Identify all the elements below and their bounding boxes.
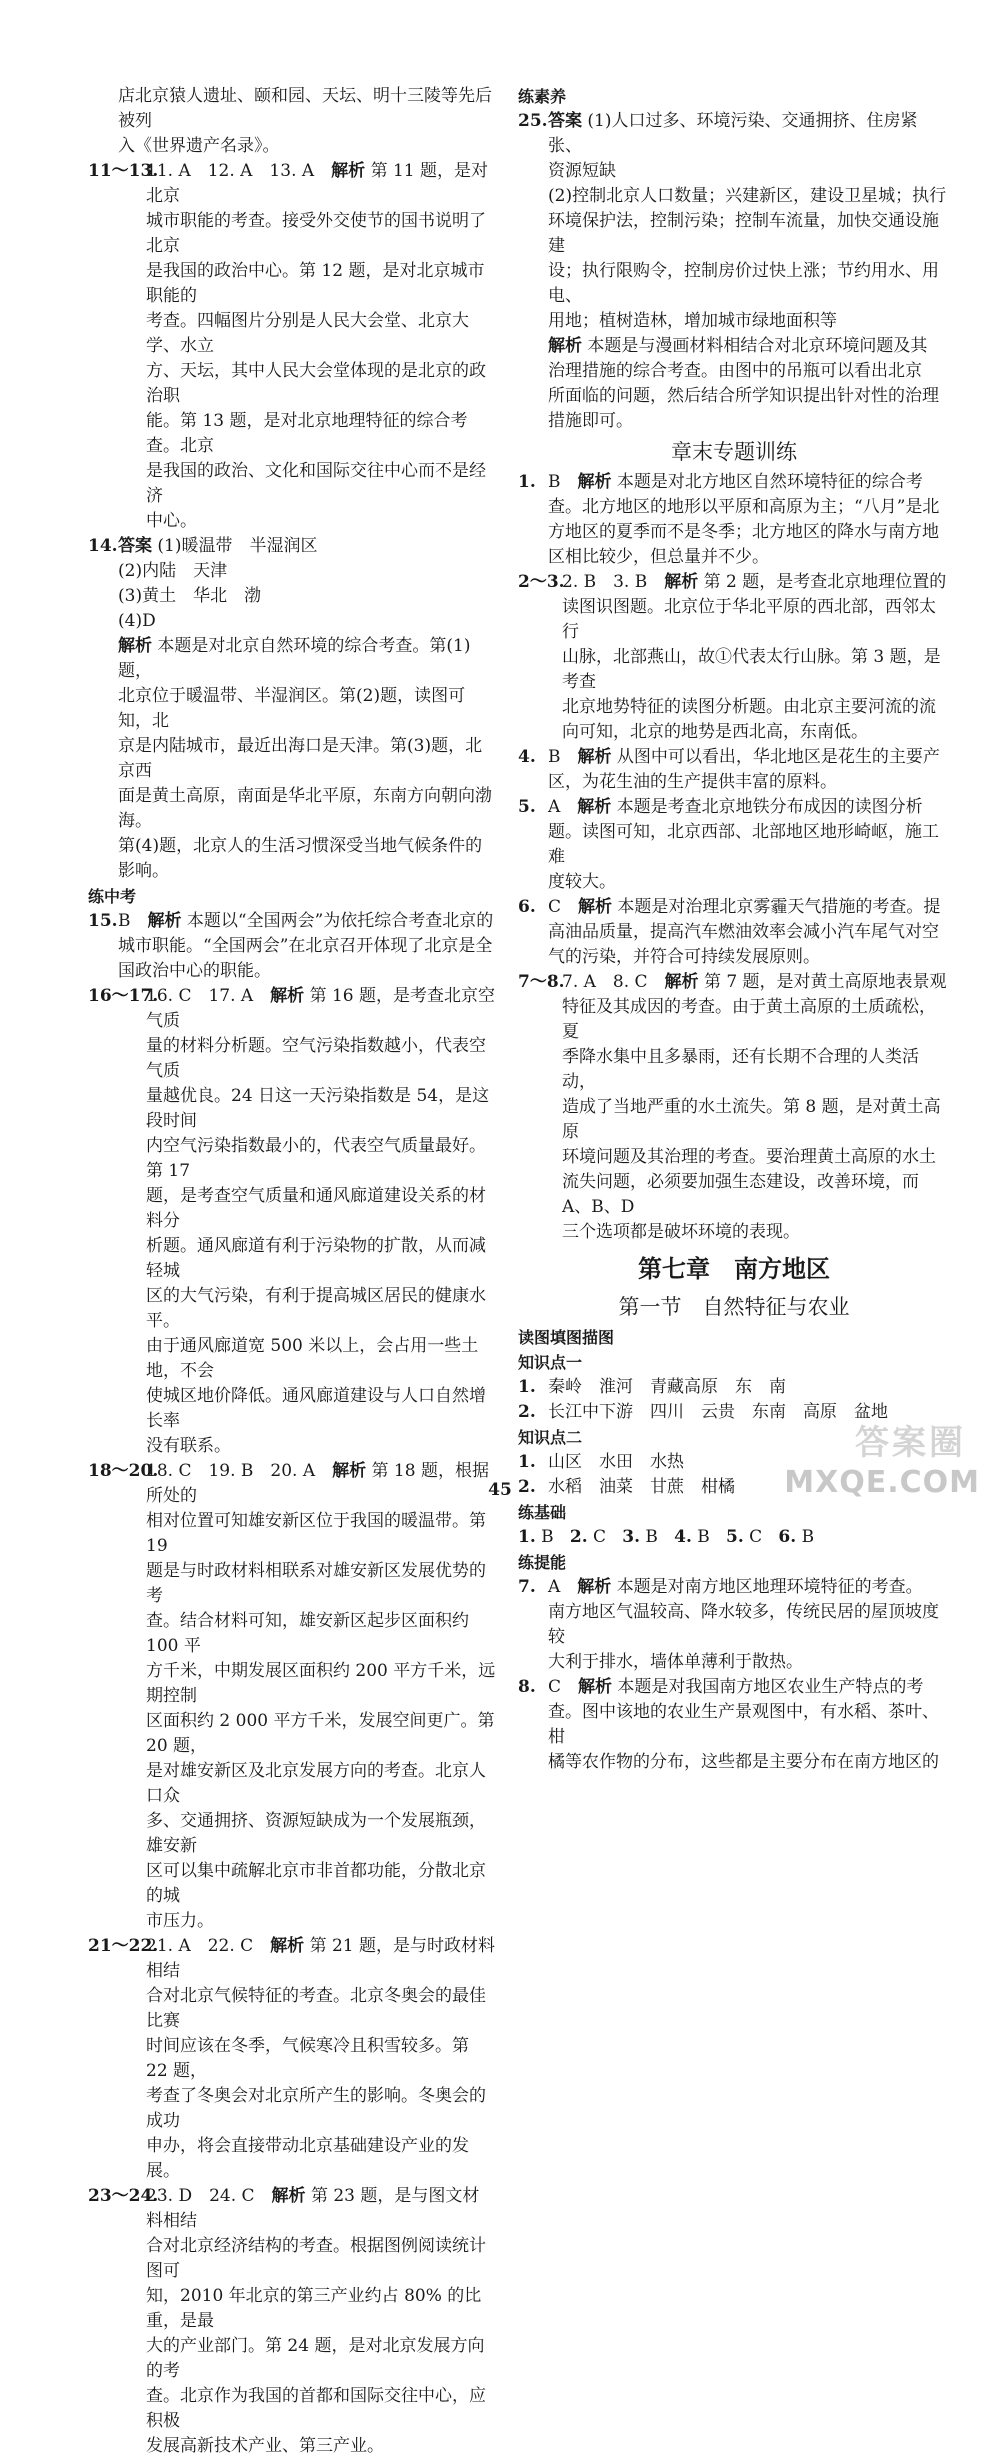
answer-21-22: 21～22. 21. A 22. C 解析 第 21 题，是与时政材料相结 合对北京气候特征的考查。北京冬奥会的最佳比赛 时间应该在冬季，气候寒冷且积雪较多。第 22 题， 考查了冬奥会对北京所产生的影响。冬奥会的成功 申办，将会直接带动北京基础建设产业的发展。 xyxy=(88,1936,496,2181)
answer-25: 25. 答案 (1)人口过多、环境污染、交通拥挤、住房紧张、 资源短缺 (2)控制北京人口数量；兴建新区，建设卫星城；执行 环境保护法，控制污染；控制车流量，加快交通设施建 设；执行限购令，控制房价过快上涨；节约用水、用电、 用地；植树造林，增加城市绿地面积等 解析 本题是与漫画材料相结合对北京环境问题及其 治理措施的综合考查。由图中的吊瓶可以看出北京 所面临的问题，然后结合所学知识提出针对性的治理 措施即可。 xyxy=(518,111,947,431)
right-column xyxy=(518,84,950,1775)
training-answer-6: 6. C 解析 本题是对治理北京雾霾天气措施的考查。提 高油品质量，提高汽车燃油效率会减小汽车尾气对空 气的污染，并符合可持续发展原则。 xyxy=(518,897,941,967)
kp2-line-2: 2. 水稻 油菜 甘蔗 柑橘 xyxy=(518,1477,735,1497)
section-title: 第一节 自然特征与农业 xyxy=(618,1295,850,1319)
improve-answer-8: 8. C 解析 本题是对我国南方地区农业生产特点的考 查。图中该地的农业生产景观图中，有水稻、茶叶、柑 橘等农作物的分布，这些都是主要分布在南方地区的 xyxy=(518,1677,939,1772)
answer-14: 14. 答案 (1)暖温带 半湿润区 (2)内陆 天津 (3)黄土 华北 渤 (4)D 解析 本题是对北京自然环境的综合考查。第(1)题， 北京位于暖温带、半湿润区。第(2)题，读图可知，北 京是内陆城市，最近出海口是天津。第(3)题，北京西 面是黄土高原，南面是华北平原，东南方向朝向渤海。 第(4)题，北京人的生活习惯深受当地气候条件的 影响。 xyxy=(88,536,492,881)
training-answer-5: 5. A 解析 本题是考查北京地铁分布成因的读图分析 题。读图可知，北京西部、北部地区地形崎岖，施工难 度较大。 xyxy=(518,797,939,892)
basic-practice-heading: 练基础 xyxy=(518,1503,567,1522)
improve-answer-7: 7. A 解析 本题是对南方地区地理环境特征的考查。 南方地区气温较高、降水较多，传统民居的屋顶坡度较 大利于排水，墙体单薄利于散热。 xyxy=(518,1577,939,1672)
page-number: 45 xyxy=(488,1480,512,1500)
knowledge-point-2-heading: 知识点二 xyxy=(518,1428,583,1447)
chapter-title: 第七章 南方地区 xyxy=(638,1255,830,1283)
intro-text: 店北京猿人遗址、颐和园、天坛、明十三陵等先后被列 入《世界遗产名录》。 xyxy=(118,86,492,156)
kp1-line-2: 2. 长江中下游 四川 云贵 东南 高原 盆地 xyxy=(518,1402,888,1422)
answer-16-17: 16～17. 16. C 17. A 解析 第 16 题，是考查北京空气质 量的材料分析题。空气污染指数越小，代表空气质 量越优良。24 日这一天污染指数是 54，是这段时间 内空气污染指数最小的，代表空气质量最好。第 17 题，是考查空气质量和通风廊道建设关系的材料分 析题。通风廊道有利于污染物的扩散，从而减轻城 区的大气污染，有利于提高城区居民的健康水平。 由于通风廊道宽 500 米以上，会占用一些土地，不会 使城区地价降低。通风廊道建设与人口自然增长率 没有联系。 xyxy=(88,986,496,1456)
training-answer-4: 4. B 解析 从图中可以看出，华北地区是花生的主要产 区，为花生油的生产提供丰富的原料。 xyxy=(518,747,940,792)
basic-answers-row: 1. B 2. C 3. B 4. B 5. C 6. B xyxy=(518,1527,815,1547)
section-heading-suyang: 练素养 xyxy=(518,87,567,106)
knowledge-point-1-heading: 知识点一 xyxy=(518,1353,583,1372)
answer-11-13: 11～13. 11. A 12. A 13. A 解析 第 11 题，是对北京 城市职能的考查。接受外交使节的国书说明了北京 是我国的政治中心。第 12 题，是对北京城市职能的 考查。四幅图片分别是人民大会堂、北京大学、水立 方、天坛，其中人民大会堂体现的是北京的政治职 能。第 13 题，是对北京地理特征的综合考查。北京 是我国的政治、文化和国际交往中心而不是经济 中心。 xyxy=(88,161,489,531)
answer-18-20: 18～20. 18. C 19. B 20. A 解析 第 18 题，根据所处的 相对位置可知雄安新区位于我国的暖温带。第 19 题是与时政材料相联系对雄安新区发展优势的考 查。结合材料可知，雄安新区起步区面积约 100 平 方千米，中期发展区面积约 200 平方千米，远期控制 区面积约 2 000 平方千米，发展空间更广。第 20 题， 是对雄安新区及北京发展方向的考查。北京人口众 多、交通拥挤、资源短缺成为一个发展瓶颈，雄安新 区可以集中疏解北京市非首都功能，分散北京的城 市压力。 xyxy=(88,1461,496,1931)
improve-practice-heading: 练提能 xyxy=(518,1553,567,1572)
answer-15: 15. B 解析 本题以“全国两会”为依托综合考查北京的 城市职能。“全国两会”在北京召开体现了北京是全 国政治中心的职能。 xyxy=(88,911,494,981)
answer-23-24: 23～24. 23. D 24. C 解析 第 23 题，是与图文材料相结 合对北京经济结构的考查。根据图例阅读统计图可 知，2010 年北京的第三产业约占 80% 的比重，是最 大的产业部门。第 24 题，是对北京发展方向的考 查。北京作为我国的首都和国际交往中心，应积极 发展高新技术产业、第三产业。 xyxy=(88,2186,486,2456)
watermark-url: MXQE.COM xyxy=(784,1465,980,1500)
chapter-training-title: 章末专题训练 xyxy=(671,440,797,464)
kp2-line-1: 1. 山区 水田 水热 xyxy=(518,1452,684,1472)
left-column xyxy=(88,84,496,2459)
kp1-line-1: 1. 秦岭 淮河 青藏高原 东 南 xyxy=(518,1377,786,1397)
watermark-logo: 答案圈 xyxy=(855,1423,966,1463)
training-answer-2-3: 2～3. 2. B 3. B 解析 第 2 题，是考查北京地理位置的 读图识图题。北京位于华北平原的西北部，西邻太行 山脉，北部燕山，故①代表太行山脉。第 3 题，是考查 北京地势特征的读图分析题。由北京主要河流的流 向可知，北京的地势是西北高，东南低。 xyxy=(518,572,947,742)
section-heading-zhongkao: 练中考 xyxy=(88,887,137,906)
training-answer-1: 1. B 解析 本题是对北方地区自然环境特征的综合考 查。北方地区的地形以平原和高原为主；“八月”是北 方地区的夏季而不是冬季；北方地区的降水与南方地 区相比较少，但总量并不少。 xyxy=(518,472,940,567)
read-map-heading: 读图填图描图 xyxy=(518,1328,615,1347)
training-answer-7-8: 7～8. 7. A 8. C 解析 第 7 题，是对黄土高原地表景观 特征及其成因的考查。由于黄土高原的土质疏松，夏 季降水集中且多暴雨，还有长期不合理的人类活动， 造成了当地严重的水土流失。第 8 题，是对黄土高原 环境问题及其治理的考查。要治理黄土高原的水土 流失问题，必须要加强生态建设，改善环境，而 A、B、D 三个选项都是破坏环境的表现。 xyxy=(518,972,947,1242)
